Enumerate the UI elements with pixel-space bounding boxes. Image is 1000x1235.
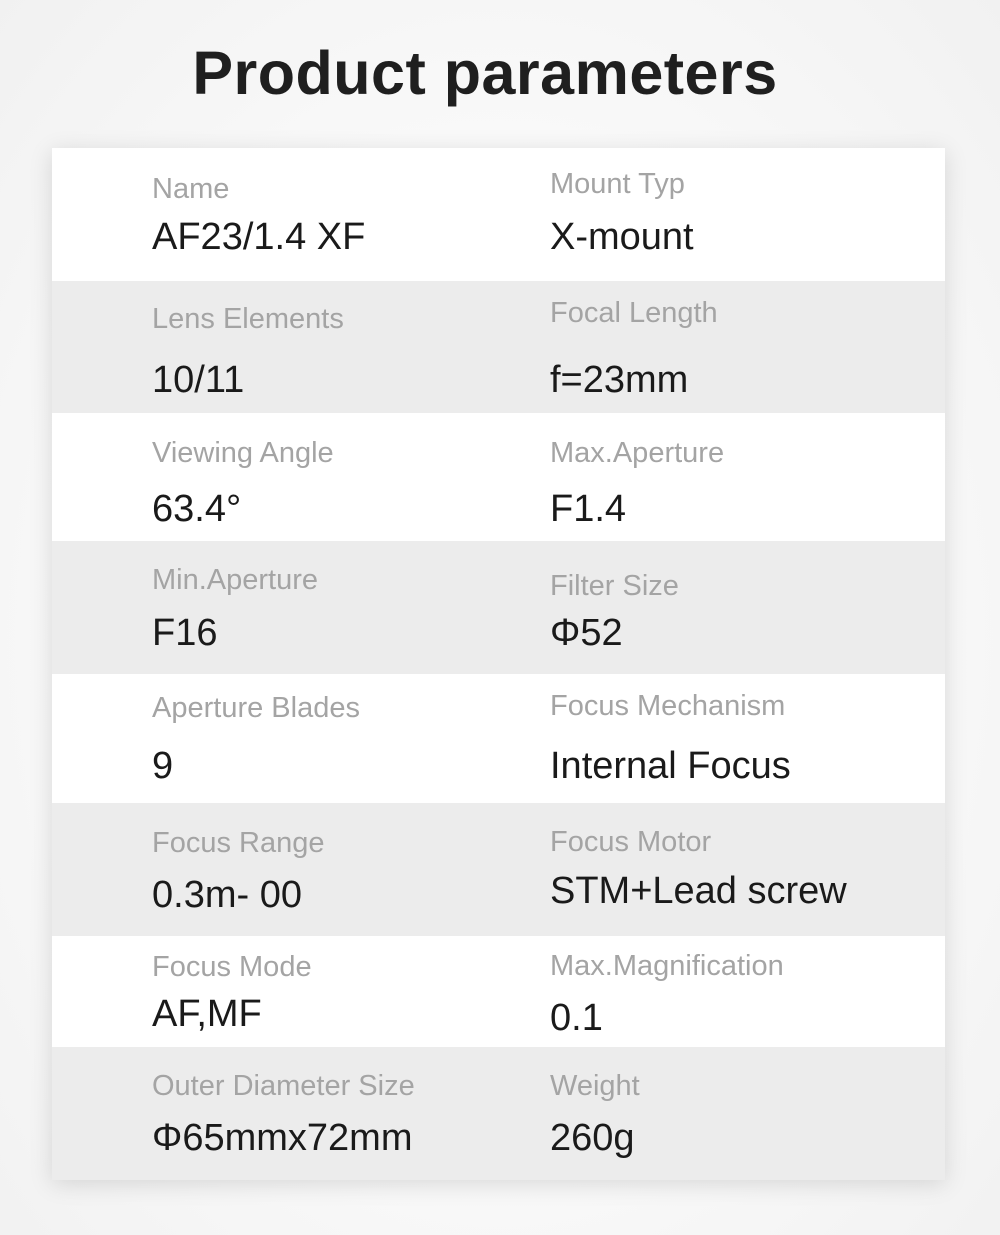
spec-label: Focus Mode	[152, 951, 312, 983]
spec-label: Weight	[550, 1070, 640, 1102]
spec-value: 10/11	[152, 359, 245, 401]
spec-value: 9	[152, 745, 174, 787]
spec-row	[52, 936, 945, 1047]
spec-label: Focus Range	[152, 827, 325, 859]
spec-value: AF,MF	[152, 993, 262, 1035]
spec-label: Aperture Blades	[152, 692, 360, 724]
spec-value: Φ52	[550, 612, 623, 654]
spec-table	[52, 148, 945, 1180]
spec-row	[52, 1047, 945, 1180]
spec-row	[52, 674, 945, 803]
spec-label: Viewing Angle	[152, 437, 334, 469]
spec-value: Internal Focus	[550, 745, 791, 787]
spec-value: STM+Lead screw	[550, 870, 847, 912]
spec-label: Max.Aperture	[550, 437, 725, 469]
spec-value: 0.1	[550, 997, 603, 1039]
spec-value: 0.3m- 00	[152, 874, 302, 916]
spec-value: Φ65mmx72mm	[152, 1117, 413, 1159]
spec-label: Min.Aperture	[152, 564, 319, 596]
spec-row	[52, 803, 945, 936]
spec-row	[52, 541, 945, 674]
spec-label: Mount Typ	[550, 168, 685, 200]
spec-value: F16	[152, 612, 218, 654]
spec-label: Name	[152, 173, 230, 205]
spec-value: F1.4	[550, 488, 627, 530]
spec-row	[52, 413, 945, 541]
spec-label: Max.Magnification	[550, 950, 784, 982]
spec-label: Focus Motor	[550, 826, 712, 858]
spec-value: 63.4°	[152, 488, 242, 530]
spec-label: Focal Length	[550, 297, 718, 329]
spec-row	[52, 281, 945, 413]
page-title: Product parameters	[192, 39, 778, 107]
spec-value: 260g	[550, 1117, 635, 1159]
spec-label: Focus Mechanism	[550, 690, 786, 722]
spec-value: AF23/1.4 XF	[152, 216, 366, 258]
spec-label: Filter Size	[550, 570, 679, 602]
spec-row	[52, 148, 945, 281]
spec-label: Lens Elements	[152, 303, 344, 335]
spec-value: X-mount	[550, 216, 694, 258]
spec-value: f=23mm	[550, 359, 689, 401]
spec-label: Outer Diameter Size	[152, 1070, 415, 1102]
